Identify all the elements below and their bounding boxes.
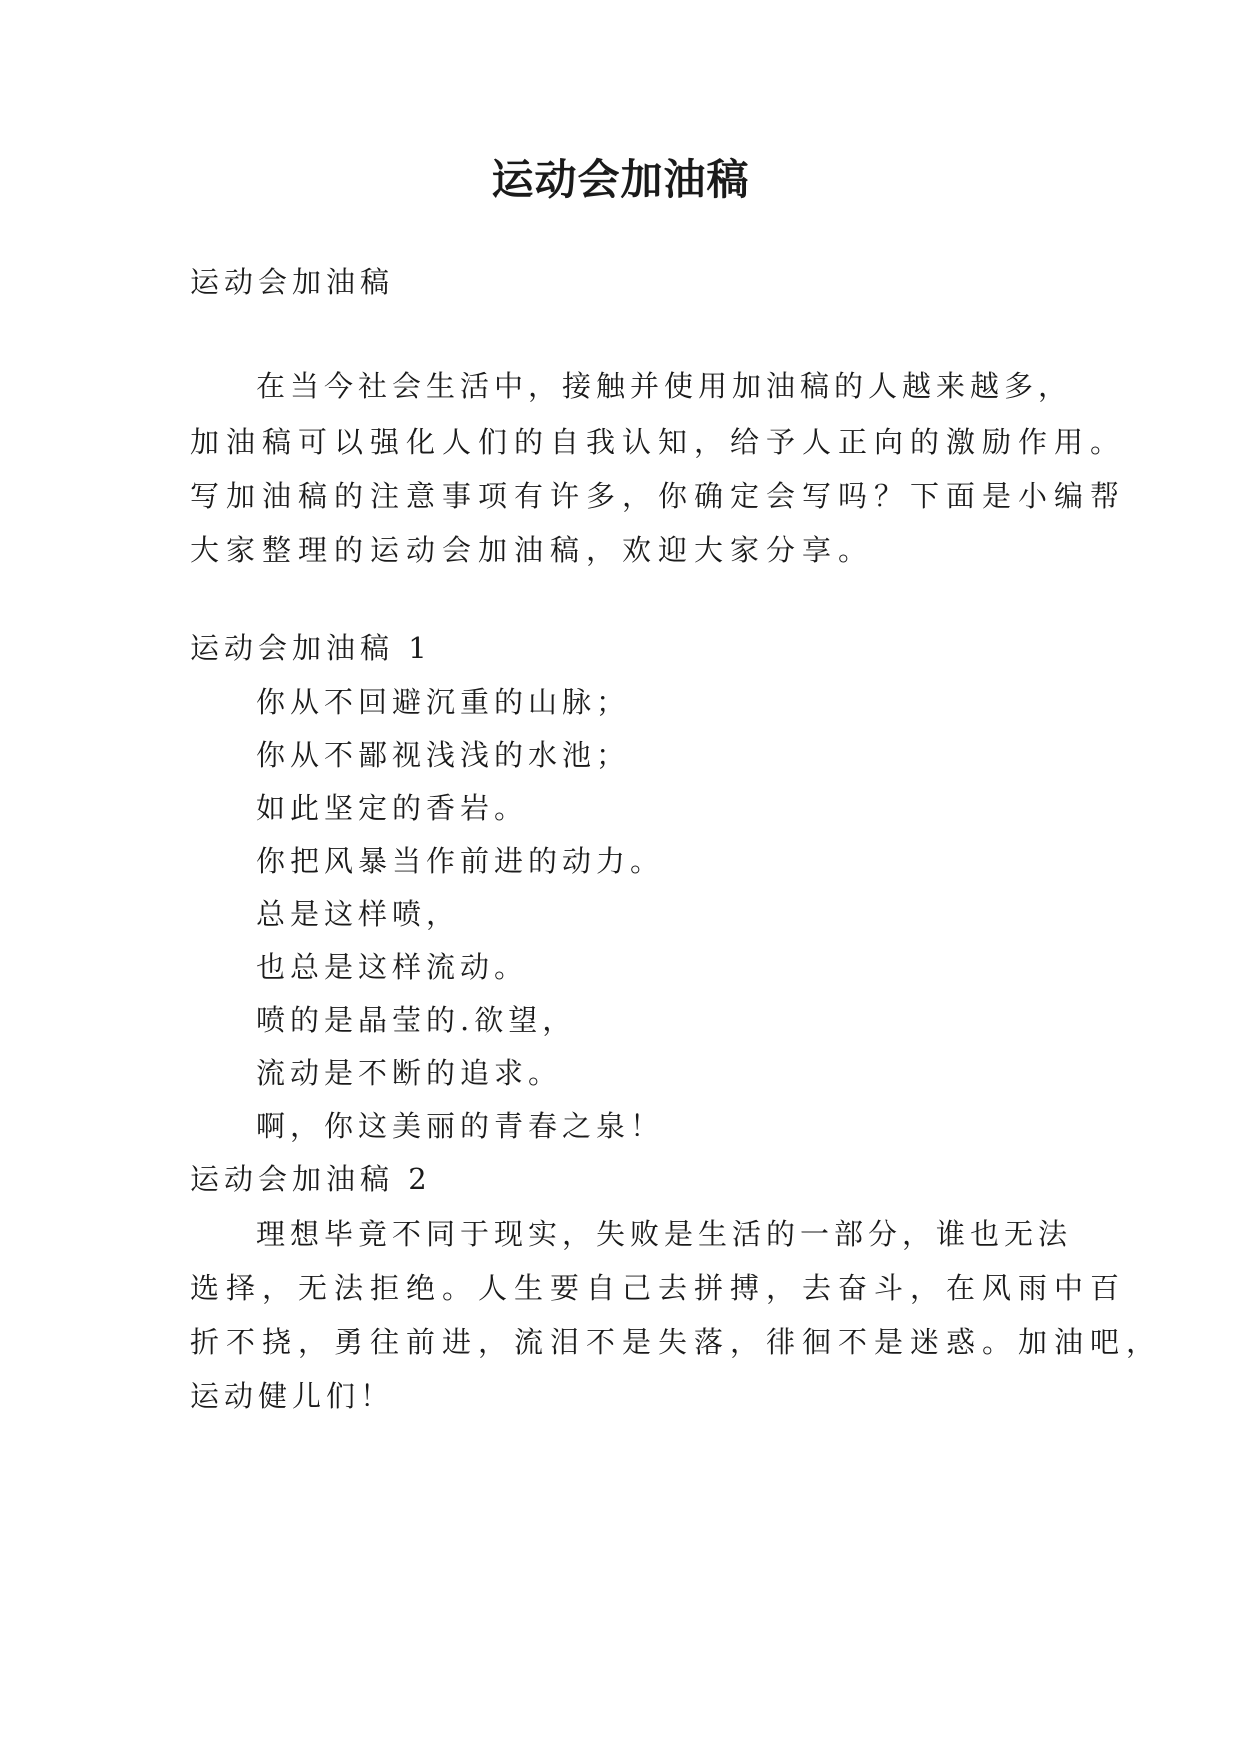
poem-line: 你从不鄙视浅浅的水池； [256,738,631,772]
section-heading: 运动会加油稿 2 [190,1162,432,1196]
intro-line: 加油稿可以强化人们的自我认知，给予人正向的激励作用。 [190,425,1127,459]
intro-line: 在当今社会生活中，接触并使用加油稿的人越来越多， [256,369,1073,403]
body-line: 理想毕竟不同于现实，失败是生活的一部分，谁也无法 [256,1217,1073,1251]
poem-line: 喷的是晶莹的.欲望， [256,1003,577,1037]
poem-line: 啊，你这美丽的青春之泉！ [256,1109,665,1143]
document-title: 运动会加油稿 [491,155,750,204]
poem-line: 也总是这样流动。 [256,950,529,984]
poem-line: 如此坚定的香岩。 [256,791,529,825]
poem-line: 流动是不断的追求。 [256,1056,563,1090]
poem-line: 总是这样喷， [256,897,461,931]
poem-line: 你把风暴当作前进的动力。 [256,844,665,878]
poem-line: 你从不回避沉重的山脉； [256,685,631,719]
section-heading: 运动会加油稿 1 [190,631,432,665]
document-subtitle: 运动会加油稿 [190,265,395,299]
body-line: 折不挠，勇往前进，流泪不是失落，徘徊不是迷惑。加油吧， [190,1325,1163,1359]
intro-line: 大家整理的运动会加油稿，欢迎大家分享。 [190,533,875,567]
body-line: 选择，无法拒绝。人生要自己去拼搏，去奋斗，在风雨中百 [190,1271,1127,1305]
body-line: 运动健儿们！ [190,1379,395,1413]
intro-line: 写加油稿的注意事项有许多，你确定会写吗？下面是小编帮 [190,479,1127,513]
